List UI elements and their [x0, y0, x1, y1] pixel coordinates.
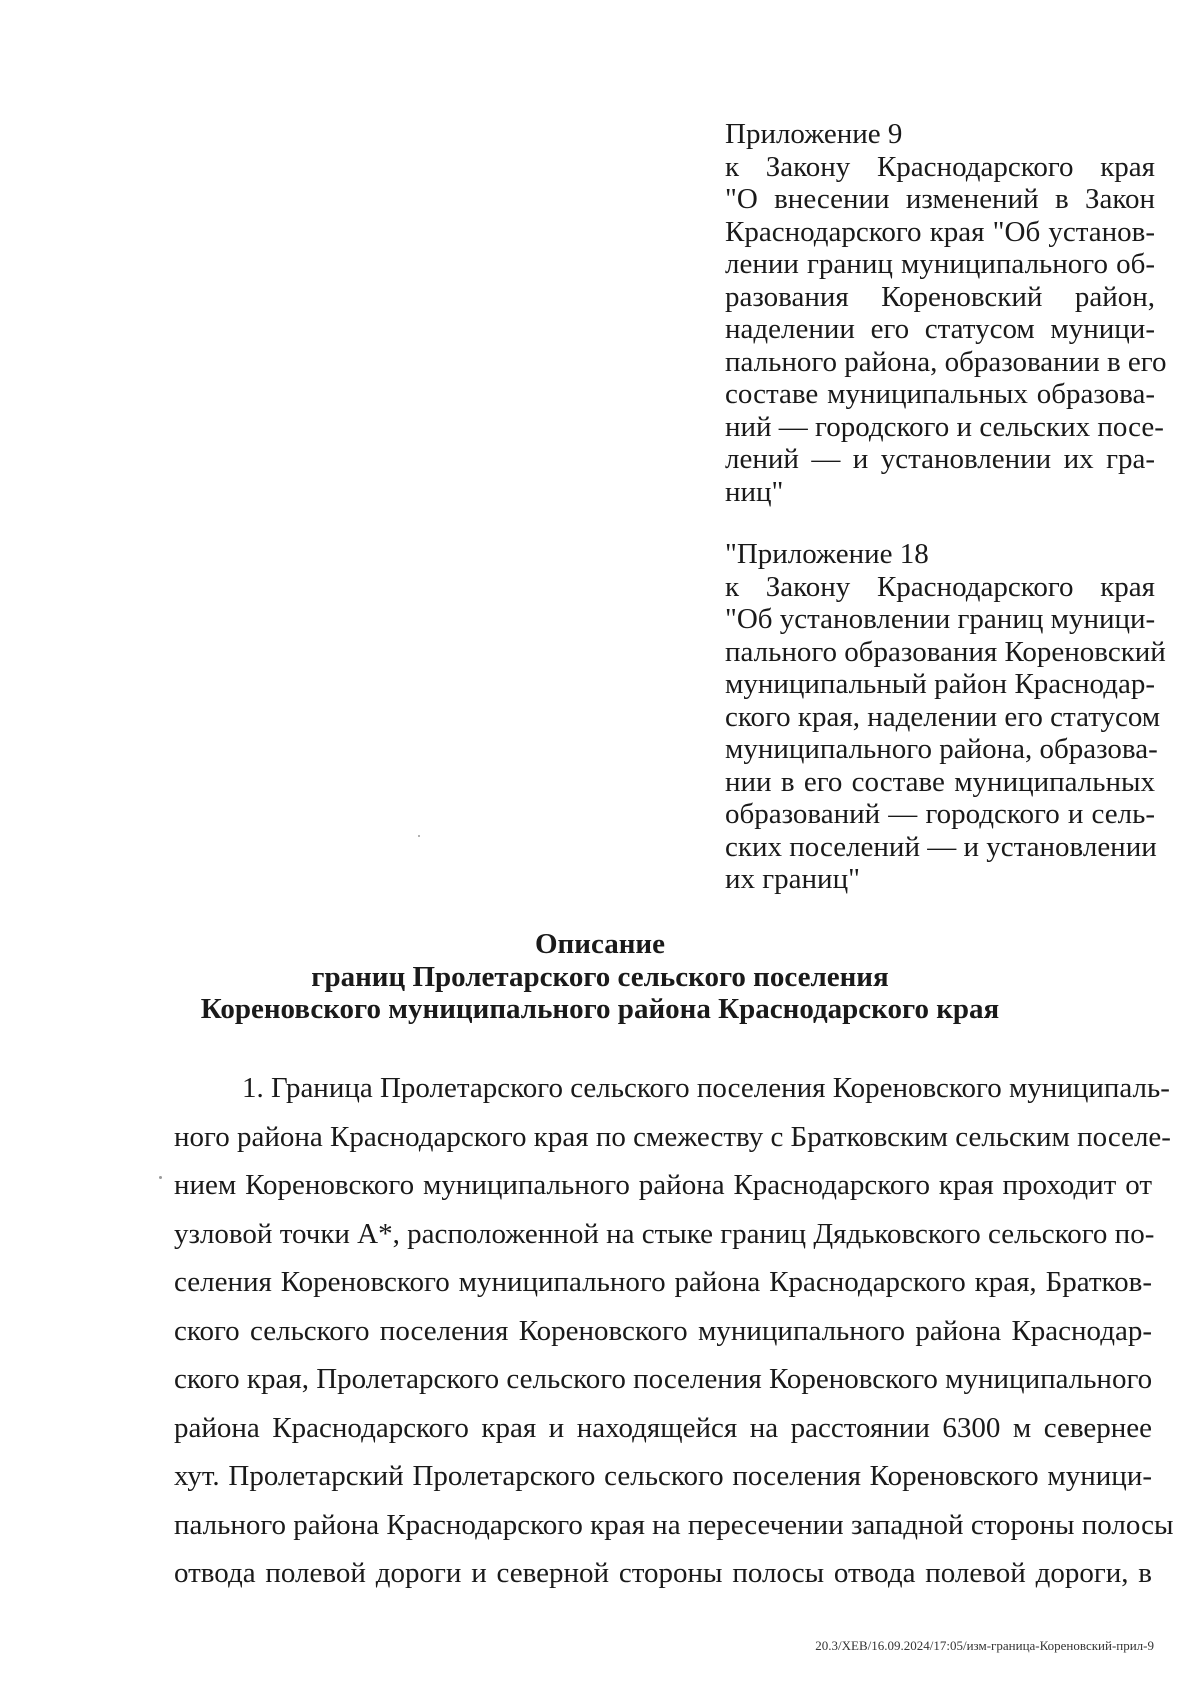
appendix-18-line: образований — городского и сель-: [725, 798, 1155, 830]
scan-speck: [159, 1176, 162, 1179]
document-footer-code: 20.3/ХЕВ/16.09.2024/17:05/изм-граница-Кореновский-прил-9: [815, 1638, 1154, 1653]
appendix-9-line: лении границ муниципального об-: [725, 248, 1155, 280]
appendix-9-line: к Закону Краснодарского края: [725, 150, 1155, 183]
body-line: ского края, Пролетарского сельского поселения Кореновского муниципального: [174, 1363, 1153, 1395]
body-line: ского сельского поселения Кореновского муниципального района Краснодар-: [174, 1314, 1152, 1347]
body-line: узловой точки А*, расположенной на стыке границ Дядьковского сельского по-: [174, 1217, 1155, 1250]
appendix-9-line: наделении его статусом муници-: [725, 313, 1155, 345]
body-line: нием Кореновского муниципального района Краснодарского края проходит от: [174, 1169, 1152, 1201]
title-line: Кореновского муниципального района Краснодарского края: [200, 993, 1000, 1025]
appendix-18-line: муниципального района, образова-: [725, 733, 1158, 765]
body-line: отвода полевой дороги и северной стороны полосы отвода полевой дороги, в: [174, 1557, 1152, 1589]
scan-speck: [418, 835, 420, 837]
appendix-9-line: Приложение 9: [725, 118, 903, 150]
appendix-18-line: ского края, наделении его статусом: [725, 700, 1161, 733]
appendix-9-line: лений — и установлении их гра-: [725, 443, 1155, 475]
body-line: хут. Пролетарский Пролетарского сельского поселения Кореновского муници-: [174, 1460, 1152, 1492]
appendix-9-line: "О внесении изменений в Закон: [725, 183, 1155, 215]
appendix-9-line: Краснодарского края "Об установ-: [725, 215, 1155, 248]
body-line: района Краснодарского края и находящейся на расстоянии 6300 м севернее: [174, 1411, 1152, 1444]
appendix-18-line: муниципальный район Краснодар-: [725, 668, 1155, 700]
body-line: пального района Краснодарского края на пересечении западной стороны полосы: [174, 1508, 1174, 1541]
appendix-9-line: разования Кореновский район,: [725, 280, 1155, 313]
title-line: Описание: [535, 928, 665, 960]
body-paragraph: [174, 1064, 1174, 1598]
appendix-9-line: ниц": [725, 475, 784, 508]
appendix-9-line: пального района, образовании в его: [725, 345, 1167, 378]
appendix-18-header: [725, 538, 1166, 896]
title-line: границ Пролетарского сельского поселения: [311, 960, 889, 993]
document-title: [0, 928, 1200, 1026]
appendix-18-line: их границ": [725, 863, 860, 895]
appendix-18-line: пального образования Кореновский: [725, 635, 1166, 668]
appendix-9-header: [725, 118, 1167, 508]
body-line: ного района Краснодарского края по смежеству с Братковским сельским поселе-: [174, 1120, 1171, 1153]
appendix-18-line: "Приложение 18: [725, 538, 929, 570]
appendix-18-line: нии в его составе муниципальных: [725, 765, 1155, 798]
body-line: селения Кореновского муниципального района Краснодарского края, Братков-: [174, 1266, 1152, 1298]
body-line: 1. Граница Пролетарского сельского поселения Кореновского муниципаль-: [242, 1072, 1170, 1104]
appendix-9-line: ний — городского и сельских посе-: [725, 410, 1164, 443]
appendix-18-line: "Об установлении границ муници-: [725, 603, 1156, 635]
appendix-9-line: составе муниципальных образова-: [725, 378, 1155, 410]
appendix-18-line: к Закону Краснодарского края: [725, 570, 1155, 603]
appendix-18-line: ских поселений — и установлении: [725, 830, 1157, 863]
